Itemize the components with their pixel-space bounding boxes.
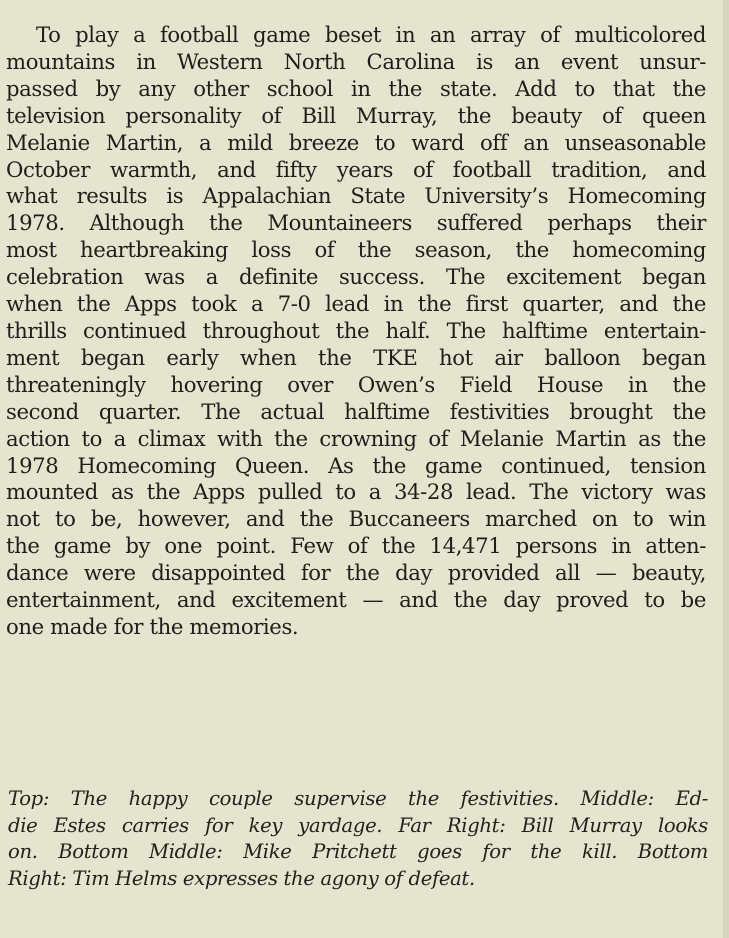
article-line: second quarter. The actual halftime festivities brought the bbox=[6, 398, 706, 424]
article-line: dance were disappointed for the day provided all — beauty, bbox=[6, 560, 706, 586]
article-line: most heartbreaking loss of the season, the homecoming bbox=[6, 237, 706, 263]
article-line: October warmth, and fifty years of football tradition, and bbox=[6, 156, 706, 182]
article-line: one made for the memories. bbox=[6, 613, 299, 639]
article-line: To play a football game beset in an array of multicolored bbox=[36, 22, 706, 47]
article-line: when the Apps took a 7-0 lead in the first quarter, and the bbox=[6, 291, 706, 317]
article-line: threateningly hovering over Owen’s Field House in the bbox=[6, 371, 706, 397]
article-line: 1978. Although the Mountaineers suffered perhaps their bbox=[6, 210, 706, 236]
article-line: 1978 Homecoming Queen. As the game continued, tension bbox=[6, 452, 706, 478]
article-line: Melanie Martin, a mild breeze to ward off an unseasonable bbox=[6, 129, 706, 155]
article-line: passed by any other school in the state. Add to that the bbox=[6, 75, 706, 101]
caption-line: on. Bottom Middle: Mike Pritchett goes for the kill. Bottom bbox=[8, 840, 708, 863]
article-line: not to be, however, and the Buccaneers marched on to win bbox=[6, 506, 706, 532]
article-line: entertainment, and excitement — and the day proved to be bbox=[6, 587, 706, 613]
article-line: what results is Appalachian State University’s Homecoming bbox=[6, 183, 706, 209]
article-line: the game by one point. Few of the 14,471 persons in atten- bbox=[6, 533, 706, 559]
article-line: thrills continued throughout the half. The halftime entertain- bbox=[6, 317, 706, 343]
caption-line: Top: The happy couple supervise the festivities. Middle: Ed- bbox=[8, 787, 708, 810]
caption-line: die Estes carries for key yardage. Far Right: Bill Murray looks bbox=[8, 813, 708, 837]
article-body bbox=[6, 22, 706, 641]
article-line: mountains in Western North Carolina is an event unsur- bbox=[6, 48, 706, 74]
article-line: celebration was a definite success. The excitement began bbox=[6, 264, 706, 290]
photo-caption bbox=[8, 786, 708, 892]
article-line: television personality of Bill Murray, the beauty of queen bbox=[6, 102, 706, 128]
caption-line: Right: Tim Helms expresses the agony of defeat. bbox=[8, 866, 475, 890]
page-edge bbox=[723, 0, 729, 938]
article-line: action to a climax with the crowning of Melanie Martin as the bbox=[6, 425, 706, 451]
article-line: ment began early when the TKE hot air balloon began bbox=[6, 344, 706, 370]
article-line: mounted as the Apps pulled to a 34-28 lead. The victory was bbox=[6, 479, 706, 505]
